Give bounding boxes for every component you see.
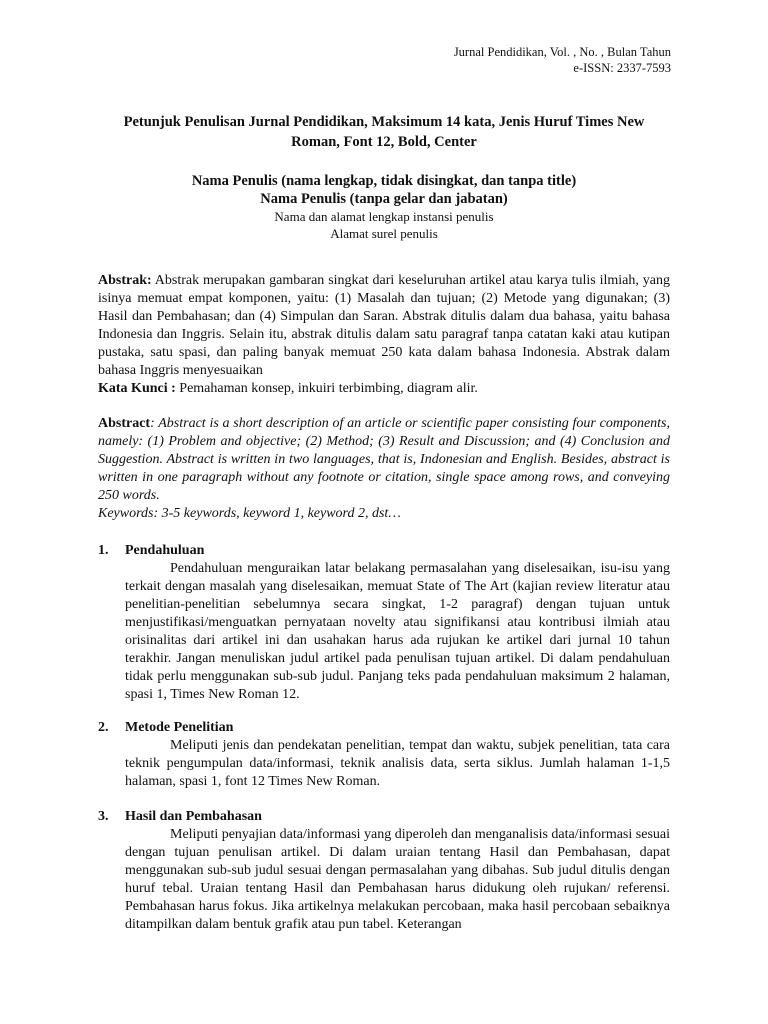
kata-kunci [98, 380, 670, 398]
section-body: Pendahuluan menguraikan latar belakang permasalahan yang diselesaikan, isu-isu yang terkait dengan masalah yang diselesaikan, memuat State of The Art (kajian review literatur atau penelitian-penelitian sebelumnya secara singkat, 1-2 paragraf) dengan tujuan untuk menjustifikasi/menguatkan pernyataan novelty atau signifikansi atau kontribusi ilmiah atau orisinalitas dari artikel ini dan usahakan harus ada rujukan ke artikel dari jurnal 10 tahun terakhir. Jangan menuliskan judul artikel pada penulisan tujuan artikel. Di dalam pendahuluan tidak perlu menggunakan sub-sub judul. Panjang teks pada pendahuluan maksimum 2 halaman, spasi 1, Times New Roman 12. [125, 561, 670, 702]
title-line-1: Petunjuk Penulisan Jurnal Pendidikan, Maksimum 14 kata, Jenis Huruf Times New [123, 114, 645, 130]
section-heading [98, 719, 670, 737]
abstrak-text: Abstrak merupakan gambaran singkat dari keseluruhan artikel atau karya tulis ilmiah, yang isinya memuat empat komponen, yaitu: (1) Masalah dan tujuan; (2) Metode yang digunakan; (3) Hasil dan Pembahasan; dan (4) Simpulan dan Saran. Abstrak ditulis dalam dua bahasa, yaitu bahasa Indonesia dan Inggris. Selain itu, abstrak ditulis dalam satu paragraf tanpa catatan kaki atau kutipan pustaka, satu spasi, dan paling banyak memuat 250 kata dalam bahasa Indonesia. Abstrak dalam bahasa Inggris menyesuaikan [98, 273, 670, 378]
section-heading [98, 542, 670, 560]
journal-info: Jurnal Pendidikan, Vol. , No. , Bulan Tahun [453, 45, 671, 59]
section-number: 2. [98, 720, 109, 735]
author-block [98, 172, 670, 242]
article-title [98, 112, 670, 152]
abstract-en-label: Abstract [98, 416, 151, 431]
section-title: Metode Penelitian [125, 720, 234, 735]
author-institution: Nama dan alamat lengkap instansi penulis [274, 209, 494, 224]
abstract-en-block [98, 415, 670, 523]
section-number: 3. [98, 809, 109, 824]
section-heading [98, 808, 670, 826]
abstract-en-text: : Abstract is a short description of an article or scientific paper consisting four components, namely: (1) Problem and objective; (2) Method; (3) Result and Discussion; and (4) Conclusion and Suggestion. Abstract is written in two languages, that is, Indonesian and English. Besides, abstract is written in one paragraph without any footnote or citation, single space among rows, and conveying 250 words. [98, 416, 670, 503]
abstract-en-keywords: Keywords: 3-5 keywords, keyword 1, keyword 2, dst… [98, 506, 401, 521]
author-name-1: Nama Penulis (nama lengkap, tidak disingkat, dan tanpa title) [191, 173, 577, 189]
section-pendahuluan [98, 542, 670, 704]
title-line-2: Roman, Font 12, Bold, Center [291, 134, 477, 150]
section-number: 1. [98, 543, 109, 558]
section-metode-penelitian [98, 719, 670, 791]
kata-kunci-label: Kata Kunci : [98, 381, 176, 396]
author-email: Alamat surel penulis [330, 226, 438, 241]
kata-kunci-text: Pemahaman konsep, inkuiri terbimbing, diagram alir. [175, 381, 478, 396]
section-body: Meliputi penyajian data/informasi yang diperoleh dan menganalisis data/informasi sesuai dengan tujuan penulisan artikel. Di dalam uraian tentang Hasil dan Pembahasan, dapat menggunakan sub-sub judul sesuai dengan permasalahan yang dibahas. Sub judul ditulis dengan huruf tebal. Uraian tentang Hasil dan Pembahasan harus didukung oleh rujukan/ referensi. Pembahasan harus fokus. Jika artikelnya melakukan percobaan, maka hasil percobaan sebaiknya ditampilkan dalam bentuk grafik atau pun tabel. Keterangan [125, 827, 670, 932]
journal-header [454, 44, 671, 76]
abstract-en-paragraph [98, 415, 670, 505]
abstrak-label: Abstrak: [98, 273, 152, 288]
section-title: Hasil dan Pembahasan [125, 809, 262, 824]
abstrak-paragraph [98, 272, 670, 380]
abstrak-block [98, 272, 670, 398]
section-hasil-pembahasan [98, 808, 670, 934]
issn: e-ISSN: 2337-7593 [573, 61, 671, 75]
author-name-2: Nama Penulis (tanpa gelar dan jabatan) [260, 191, 508, 207]
section-title: Pendahuluan [125, 543, 205, 558]
section-body: Meliputi jenis dan pendekatan penelitian, tempat dan waktu, subjek penelitian, tata cara teknik pengumpulan data/informasi, teknik analisis data, serta siklus. Jumlah halaman 1-1,5 halaman, spasi 1, font 12 Times New Roman. [125, 738, 670, 789]
